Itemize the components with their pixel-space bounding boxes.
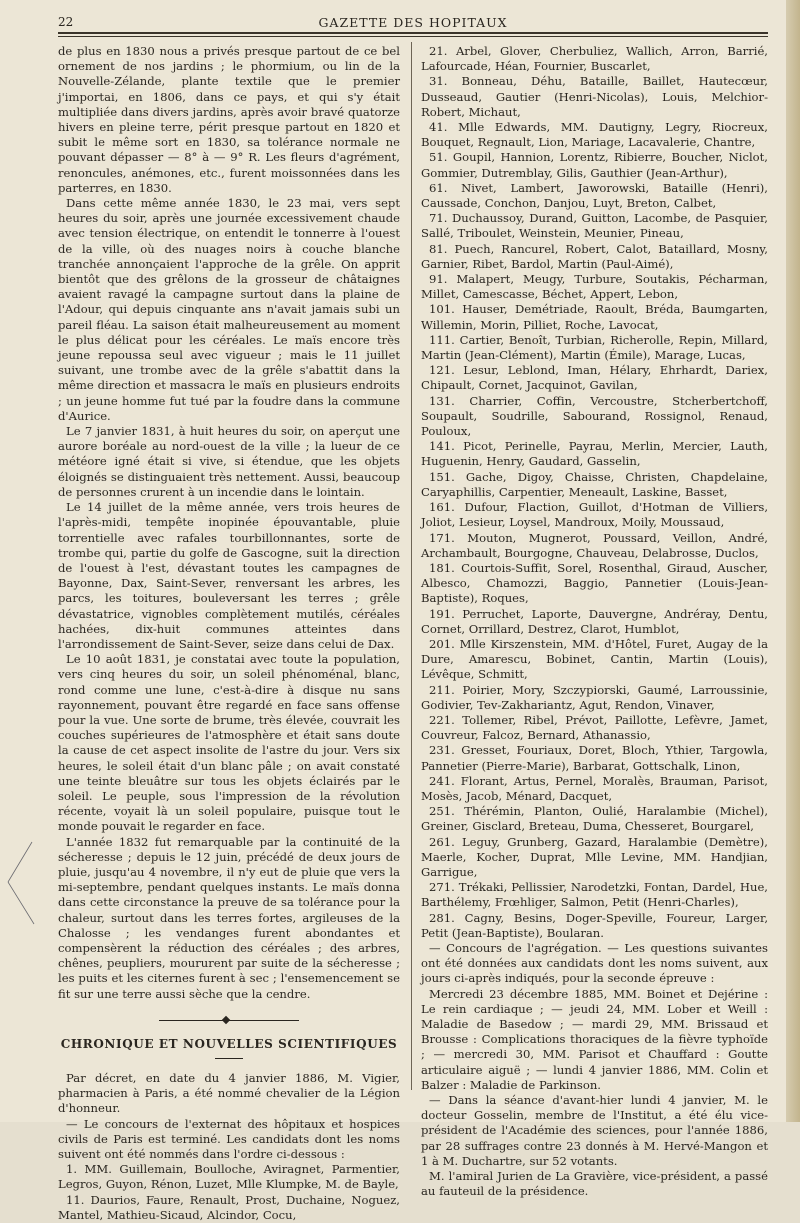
name-list-entry: 251. Thérémin, Planton, Oulié, Haralambie (Michel), Greiner, Gisclard, Breteau, Duma, Chesseret, Bourgarel, xyxy=(421,804,768,834)
paragraph: M. l'amiral Jurien de La Gravière, vice-président, a passé au fauteuil de la présidence. xyxy=(421,1169,768,1199)
name-list-entry: 51. Goupil, Hannion, Lorentz, Ribierre, Boucher, Niclot, Gommier, Dutremblay, Gilis, Gauthier (Jean-Arthur), xyxy=(421,150,768,180)
name-list-entry: 151. Gache, Digoy, Chaisse, Christen, Chapdelaine, Caryaphillis, Carpentier, Meneault, Laskine, Basset, xyxy=(421,469,768,499)
name-list-entry: 211. Poirier, Mory, Szczypiorski, Gaumé, Larroussinie, Godivier, Tev-Zakhariantz, Agut, Rendon, Vinaver, xyxy=(421,682,768,712)
name-list-entry: 221. Tollemer, Ribel, Prévot, Paillotte, Lefèvre, Jamet, Couvreur, Falcoz, Bernard, Athanassio, xyxy=(421,712,768,743)
paragraph: — Concours de l'agrégation. — Les questions suivantes ont été données aux candidats dont les noms suivent, aux jours ci-après indiqués, pour la seconde épreuve : xyxy=(421,940,768,986)
paragraph: Mercredi 23 décembre 1885, MM. Boinet et Dejérine : Le rein cardiaque ; — jeudi 24, MM. Lober et Weill : Maladie de Basedow ; — mardi 29, MM. Brissaud et Brousse : Complications thoraciques de la fièvre typhoïde ; — mercredi 30, MM. Parisot et Chauffard : Goutte articulaire aiguë ; — lundi 4 janvier 1886, MM. Colin et Balzer : Maladie de Parkinson. xyxy=(421,986,768,1092)
paragraph: L'année 1832 fut remarquable par la continuité de la sécheresse ; depuis le 12 juin, précédé de deux jours de pluie, jusqu'au 4 novembre, il n'y eut de pluie que vers la mi-septembre, pendant quelques instants. Le maïs donna dans cette circonstance la preuve de sa tolérance pour la chaleur, surtout dans les terres fortes, argileuses de la Chalosse ; les vendanges furent abondantes et compensèrent la réduction des céréales ; des arbres, chênes, peupliers, moururent par suite de la sécheresse ; les puits et les citernes furent à sec ; l'ensemencement se fit sur une terre aussi sèche que la cendre. xyxy=(58,834,400,1001)
name-list-entry: 41. Mlle Edwards, MM. Dautigny, Legry, Riocreux, Bouquet, Regnault, Lion, Mariage, Lacavalerie, Chantre, xyxy=(421,120,768,150)
page-header xyxy=(58,12,768,32)
news-item: Par décret, en date du 4 janvier 1886, M. Vigier, pharmacien à Paris, a été nommé chevalier de la Légion d'honneur. xyxy=(58,1071,400,1116)
paragraph: — Dans la séance d'avant-hier lundi 4 janvier, M. le docteur Gosselin, membre de l'Institut, a été élu vice-président de l'Académie des sciences, pour l'année 1886, par 28 suffrages contre 23 donnés à M. Hervé-Mangon et 1 à M. Duchartre, sur 52 votants. xyxy=(421,1093,768,1168)
name-list-entry: 61. Nivet, Lambert, Jaworowski, Bataille (Henri), Caussade, Conchon, Danjou, Luyt, Breton, Calbet, xyxy=(421,180,768,211)
news-item: — Le concours de l'externat des hôpitaux et hospices civils de Paris est terminé. Les candidats dont les noms suivent ont été nommés dans l'ordre ci-dessous : xyxy=(58,1116,400,1162)
left-column xyxy=(58,44,400,1223)
name-list-entry: 141. Picot, Perinelle, Payrau, Merlin, Mercier, Lauth, Huguenin, Henry, Gaudard, Gasselin, xyxy=(421,439,768,469)
title-underline xyxy=(215,1058,243,1059)
paragraph: de plus en 1830 nous a privés presque partout de ce bel ornement de nos jardins ; le phormium, ou lin de la Nouvelle-Zélande, plante textile que le premier j'importai, en 1806, dans ce pays, et qui s'y était multipliée dans divers jardins, après avoir bravé quatorze hivers en pleine terre, périt presque partout en 1820 et subit le même sort en 1830, sa tolérance normale ne pouvant dépasser — 8° à — 9° R. Les fleurs d'agrément, renoncules, anémones, etc., furent moissonnées dans les parterres, en 1830. xyxy=(58,44,400,195)
header-rule-thin xyxy=(58,36,768,37)
name-list-entry: 271. Trékaki, Pellissier, Narodetzki, Fontan, Dardel, Hue, Barthélemy, Frœhliger, Salmon, Petit (Henri-Charles), xyxy=(421,880,768,910)
name-list-entry: 111. Cartier, Benoît, Turbian, Richerolle, Repin, Millard, Martin (Jean-Clément), Martin (Émile), Marage, Lucas, xyxy=(421,332,768,363)
name-list-entry: 101. Hauser, Demétriade, Raoult, Bréda, Baumgarten, Willemin, Morin, Pilliet, Roche, Lavocat, xyxy=(421,302,768,332)
name-list-entry: 261. Leguy, Grunberg, Gazard, Haralambie (Demètre), Maerle, Kocher, Duprat, Mlle Levine, MM. Handjian, Garrigue, xyxy=(421,834,768,879)
name-list-entry: 181. Courtois-Suffit, Sorel, Rosenthal, Giraud, Auscher, Albesco, Chamozzi, Baggio, Pannetier (Louis-Jean-Baptiste), Roques, xyxy=(421,560,768,606)
name-list-entry: 231. Gresset, Fouriaux, Doret, Bloch, Ythier, Targowla, Pannetier (Pierre-Marie), Barbarat, Gottschalk, Linon, xyxy=(421,743,768,773)
name-list-entry: 171. Mouton, Mugnerot, Poussard, Veillon, André, Archambault, Bourgogne, Chauveau, Delabrosse, Duclos, xyxy=(421,530,768,560)
name-list-entry: 131. Charrier, Coffin, Vercoustre, Stcherbertchoff, Soupault, Soudrille, Sabourand, Rossignol, Renaud, Pouloux, xyxy=(421,393,768,439)
section-separator xyxy=(159,1016,299,1025)
name-list-entry: 81. Puech, Rancurel, Robert, Calot, Bataillard, Mosny, Garnier, Ribet, Bardol, Martin (Paul-Aimé), xyxy=(421,241,768,271)
name-list-entry: 71. Duchaussoy, Durand, Guitton, Lacombe, de Pasquier, Sallé, Triboulet, Weinstein, Meunier, Pineau, xyxy=(421,211,768,241)
margin-pencil-mark xyxy=(4,838,44,928)
paragraph: Le 7 janvier 1831, à huit heures du soir, on aperçut une aurore boréale au nord-ouest de la ville ; la lueur de ce météore igné était si vive, si étendue, que les objets éloignés se distinguaient très nettement. Aussi, beaucoup de personnes crurent à un incendie dans le lointain. xyxy=(58,424,400,499)
name-list-entry: 91. Malapert, Meugy, Turbure, Soutakis, Pécharman, Millet, Camescasse, Béchet, Appert, Lebon, xyxy=(421,272,768,302)
section-title: CHRONIQUE ET NOUVELLES SCIENTIFIQUES xyxy=(60,1036,398,1051)
name-list-entry: 241. Florant, Artus, Pernel, Moralès, Brauman, Parisot, Mosès, Jacob, Ménard, Dacquet, xyxy=(421,773,768,803)
name-list-entry: 191. Perruchet, Laporte, Dauvergne, Andréray, Dentu, Cornet, Orrillard, Destrez, Clarot, Humblot, xyxy=(421,606,768,636)
name-list-entry: 281. Cagny, Besins, Doger-Speville, Foureur, Larger, Petit (Jean-Baptiste), Boularan. xyxy=(421,910,768,940)
name-list-entry: 31. Bonneau, Déhu, Bataille, Baillet, Hautecœur, Dusseaud, Gautier (Henri-Nicolas), Louis, Melchior-Robert, Michaut, xyxy=(421,74,768,119)
name-list-entry: 201. Mlle Kirszenstein, MM. d'Hôtel, Furet, Augay de la Dure, Amarescu, Bobinet, Cantin, Martin (Louis), Lévêque, Schmitt, xyxy=(421,636,768,682)
right-column xyxy=(421,44,768,1199)
paragraph: Dans cette même année 1830, le 23 mai, vers sept heures du soir, après une journée excessivement chaude avec tension électrique, on entendit le tonnerre à l'ouest de la ville, où des nuages noirs à couche blanche tranchée annonçaient l'approche de la grêle. On apprit bientôt que des grêlons de la grosseur de châtaignes avaient ravagé la campagne surtout dans la plaine de l'Adour, qui depuis cinquante ans n'avait jamais subi un pareil fléau. La saison était malheureusement au moment le plus délicat pour les céréales. Le maïs encore très jeune repoussa seul avec vigueur ; mais le 11 juillet suivant, une trombe avec de la grêle s'abattit dans la même direction et massacra le maïs en plusieurs endroits ; un jeune homme fut tué par la foudre dans la commune d'Aurice. xyxy=(58,196,400,423)
name-list-entry: 11. Daurios, Faure, Renault, Prost, Duchaine, Noguez, Mantel, Mathieu-Sicaud, Alcindor, Cocu, xyxy=(58,1192,400,1222)
page-number: 22 xyxy=(58,15,74,29)
column-divider xyxy=(411,42,412,1090)
name-list-entry: 1. MM. Guillemain, Boulloche, Aviragnet, Parmentier, Legros, Guyon, Rénon, Luzet, Mlle Klumpke, M. de Bayle, xyxy=(58,1162,400,1192)
paragraph: Le 14 juillet de la même année, vers trois heures de l'après-midi, tempête inopinée épouvantable, pluie torrentielle avec rafales tourbillonnantes, sorte de trombe qui, partie du golfe de Gascogne, suit la direction de l'ouest à l'est, dévastant toutes les campagnes de Bayonne, Dax, Saint-Sever, renversant les arbres, les parcs, les toitures, bouleversant les terres ; grêle dévastatrice, vignobles complètement mutilés, céréales hachées, dix-huit communes atteintes dans l'arrondissement de Saint-Sever, seize dans celui de Dax. xyxy=(58,500,400,651)
name-list-entry: 161. Dufour, Flaction, Guillot, d'Hotman de Villiers, Joliot, Lesieur, Loysel, Mandroux, Moily, Moussaud, xyxy=(421,500,768,530)
name-list-entry: 21. Arbel, Glover, Cherbuliez, Wallich, Arron, Barrié, Lafourcade, Héan, Fournier, Buscarlet, xyxy=(421,44,768,74)
name-list-entry: 121. Lesur, Leblond, Iman, Hélary, Ehrhardt, Dariex, Chipault, Cornet, Jacquinot, Gavilan, xyxy=(421,363,768,393)
header-rule xyxy=(58,32,768,34)
page-edge xyxy=(786,0,800,1122)
paragraph: Le 10 août 1831, je constatai avec toute la population, vers cinq heures du soir, un soleil phénoménal, blanc, rond comme une lune, c'est-à-dire à disque nu sans rayonnement, pouvant être regardé en face sans offense pour la vue. Une sorte de brume, très élevée, couvrait les couches supérieures de l'atmosphère et était sans doute la cause de cet aspect insolite de l'astre du jour. Vers six heures, le soleil était d'un blanc pâle ; on avait constaté une teinte bleuâtre sur tous les objets éclairés par le soleil. Le peuple, sous l'impression de la révolution récente, voyait là un soleil populaire, puisque tout le monde pouvait le regarder en face. xyxy=(58,652,400,834)
running-title: GAZETTE DES HOPITAUX xyxy=(318,15,508,30)
